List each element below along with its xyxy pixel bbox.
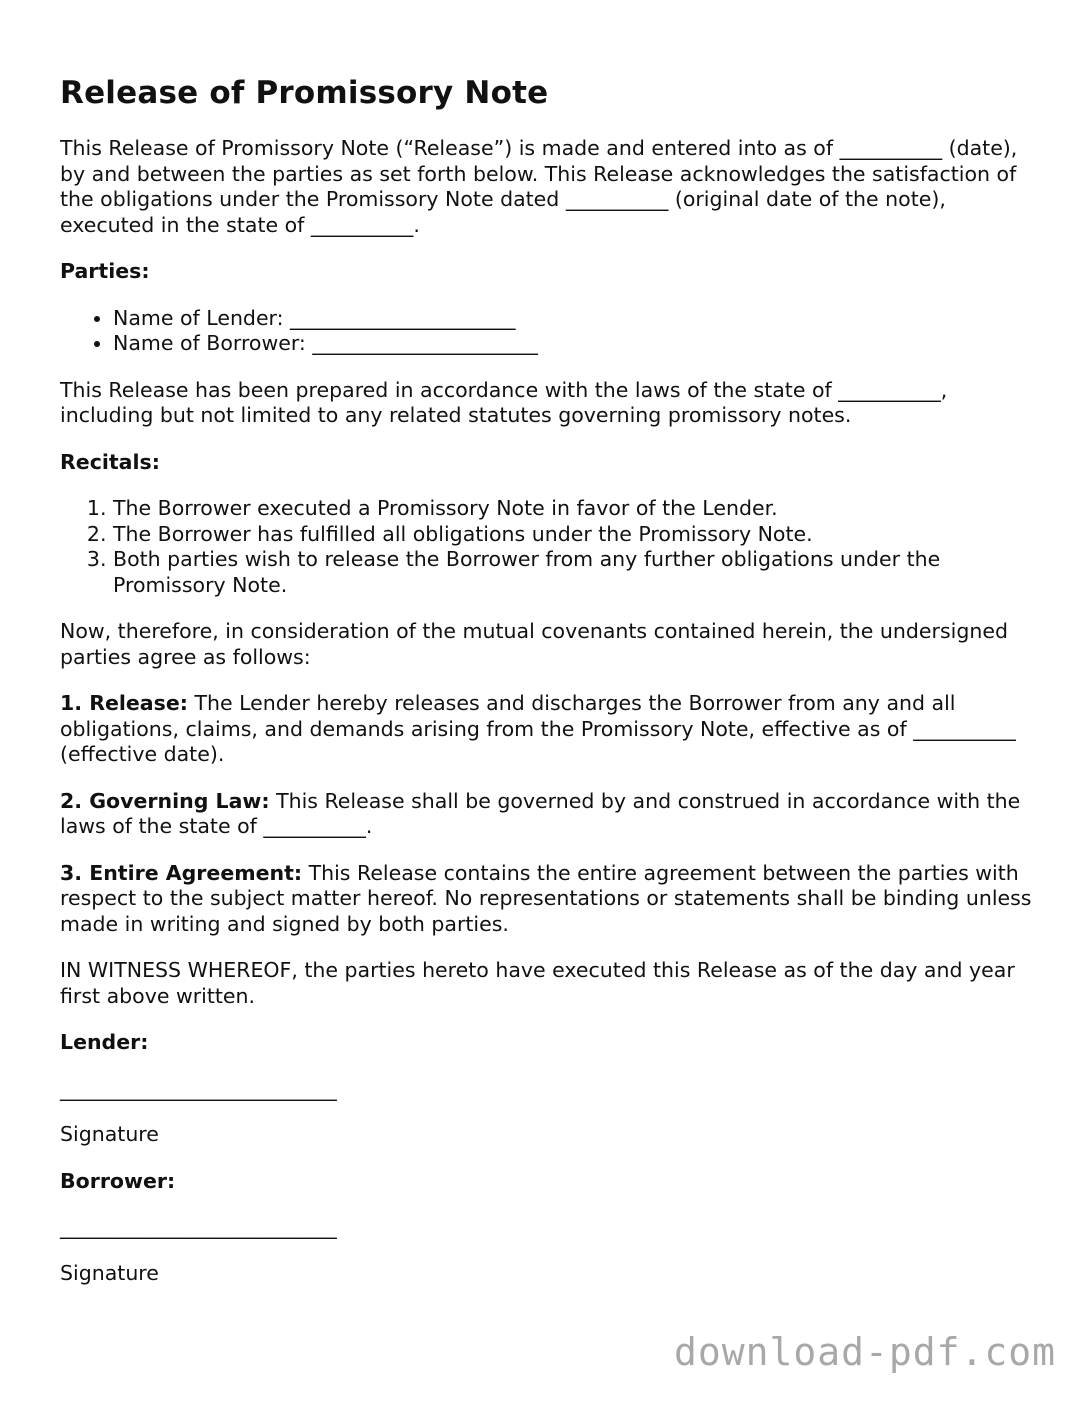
document-title: Release of Promissory Note: [60, 75, 549, 111]
list-item: 2. The Borrower has fulfilled all obligations under the Promissory Note.: [113, 522, 1035, 548]
clause-label: 3. Entire Agreement:: [60, 860, 303, 885]
now-therefore-paragraph: Now, therefore, in consideration of the mutual covenants contained herein, the undersigned parties agree as follows:: [60, 619, 1008, 669]
clause-text: The Lender hereby releases and discharges the Borrower from any and all obligations, claims, and demands arising from the Promissory Note, effective as of __________ (effective date).: [60, 691, 1016, 766]
list-item: 1. The Borrower executed a Promissory Note in favor of the Lender.: [113, 496, 1035, 522]
parties-heading: Parties:: [60, 259, 150, 283]
lender-signature-caption: Signature: [60, 1122, 159, 1146]
list-item: 3. Both parties wish to release the Borrower from any further obligations under the Promissory Note.: [113, 547, 1035, 598]
recitals-list: [60, 496, 1035, 598]
witness-paragraph: IN WITNESS WHEREOF, the parties hereto have executed this Release as of the day and year first above written.: [60, 958, 1015, 1008]
parties-list: [60, 306, 1035, 357]
borrower-signature-caption: Signature: [60, 1260, 159, 1285]
lender-heading: Lender:: [60, 1030, 149, 1054]
document-page: [60, 72, 1035, 1307]
borrower-heading: Borrower:: [60, 1168, 176, 1193]
list-item: • Name of Borrower: ______________________: [113, 331, 1035, 357]
list-item: • Name of Lender: ______________________: [113, 306, 1035, 332]
lender-signature-line: ___________________________: [60, 1076, 337, 1101]
watermark: download-pdf.com: [673, 1330, 1056, 1374]
clause-text: This Release contains the entire agreement between the parties with respect to the subject matter hereof. No representations or statements shall be binding unless made in writing and signed by both parties.: [60, 860, 1032, 936]
clause-governing-law: [60, 789, 1035, 840]
clause-release: [60, 691, 1035, 768]
recitals-heading: Recitals:: [60, 449, 160, 474]
borrower-signature-line: ___________________________: [60, 1215, 337, 1239]
clause-entire-agreement: [60, 861, 1035, 938]
laws-paragraph: This Release has been prepared in accordance with the laws of the state of __________, including but not limited to any related statutes governing promissory notes.: [60, 377, 948, 427]
clause-label: 1. Release:: [60, 691, 188, 715]
intro-paragraph: This Release of Promissory Note (“Release”) is made and entered into as of __________ (date), by and between the parties as set forth below. This Release acknowledges the satisfaction of the obligations under the Promissory Note dated __________ (original date of the note), executed in the state of __________.: [60, 136, 1018, 237]
clause-label: 2. Governing Law:: [60, 788, 270, 813]
clause-text: This Release shall be governed by and construed in accordance with the laws of the state of __________.: [60, 788, 1021, 838]
